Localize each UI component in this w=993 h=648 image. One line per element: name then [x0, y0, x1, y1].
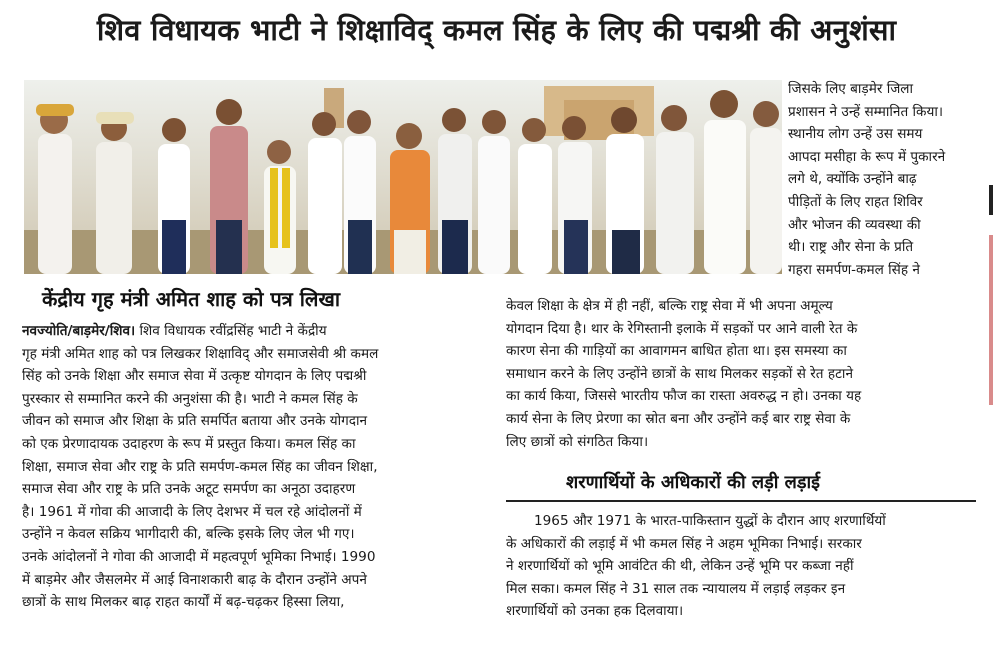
text-line: समाज सेवा और राष्ट्र के प्रति उनके अटूट समर्पण का अनूठा उदाहरण	[22, 481, 356, 498]
text-line: कारण सेना की गाड़ियों का आवागमन बाधित होता था। इस समस्या का	[506, 343, 847, 360]
text-line: समाधान करने के लिए उन्होंने छात्रों के साथ मिलकर सड़कों से रेत हटाने	[506, 365, 853, 382]
text-line: में बाड़मेर और जैसलमेर में आई विनाशकारी बाढ़ के दौरान उन्होंने अपने	[22, 571, 367, 588]
text-line: है। 1961 में गोवा की आजादी के लिए देशभर में चल रहे आंदोलनों में	[22, 503, 362, 520]
text-line: शिक्षा, समाज सेवा और राष्ट्र के प्रति समर्पण-कमल सिंह का जीवन शिक्षा,	[22, 458, 378, 475]
text-line: कार्य सेना के लिए प्रेरणा का स्रोत बना और उन्होंने कई बार राष्ट्र सेवा के	[506, 410, 851, 427]
text-line: लिए छात्रों को संगठित किया।	[506, 433, 649, 450]
text-line: थी। राष्ट्र और सेना के प्रति	[788, 239, 914, 256]
text-line: का कार्य किया, जिससे भारतीय फौज का रास्ता अवरुद्ध न हो। उनका यह	[506, 388, 862, 405]
text-line: स्थानीय लोग उन्हें उस समय	[788, 126, 923, 143]
text-line: पीड़ितों के लिए राहत शिविर	[788, 193, 923, 210]
text-line: पुरस्कार से सम्मानित करने की अनुशंसा की है। भाटी ने कमल सिंह के	[22, 390, 358, 407]
text-line: शरणार्थियों को उनका हक दिलवाया।	[506, 603, 684, 620]
text-line: जीवन को समाज और शिक्षा के प्रति समर्पित बताया और उनके योगदान	[22, 413, 368, 430]
page-edge-mark	[989, 235, 993, 405]
text-line: छात्रों के साथ मिलकर बाढ़ राहत कार्यों में बढ़-चढ़कर हिस्सा लिया,	[22, 594, 345, 611]
text-line: गहरा समर्पण-कमल सिंह ने	[788, 261, 920, 278]
text-line: 1965 और 1971 के भारत-पाकिस्तान युद्धों के दौरान आए शरणार्थियों	[534, 513, 886, 529]
text-line: जिसके लिए बाड़मेर जिला	[788, 81, 914, 97]
right-mid-column	[506, 295, 976, 453]
page-edge-mark	[989, 185, 993, 215]
text-line: उनके आंदोलनों ने गोवा की आजादी में महत्वपूर्ण भूमिका निभाई। 1990	[22, 548, 376, 565]
right-top-column	[788, 78, 978, 281]
text-line: और भोजन की व्यवस्था की	[788, 216, 921, 233]
dateline: नवज्योति/बाड़मेर/शिव।	[22, 323, 136, 339]
text-line: लगे थे, क्योंकि उन्होंने बाढ़	[788, 171, 917, 188]
group-photo	[24, 80, 782, 274]
text-line: प्रशासन ने उन्हें सम्मानित किया।	[788, 103, 944, 120]
text-line: सिंह को उनके शिक्षा और समाज सेवा में उत्कृष्ट योगदान के लिए पद्मश्री	[22, 368, 367, 385]
text-line: मिल सका। कमल सिंह ने 31 साल तक न्यायालय में लड़ाई लड़कर इन	[506, 580, 846, 597]
left-column	[22, 320, 488, 614]
right-bottom-column	[506, 510, 976, 623]
text-line: के अधिकारों की लड़ाई में भी कमल सिंह ने अहम भूमिका निभाई। सरकार	[506, 535, 862, 552]
subheading-refugees: शरणार्थियों के अधिकारों की लड़ी लड़ाई	[566, 472, 821, 493]
text-line: शिव विधायक रवींद्रसिंह भाटी ने केंद्रीय	[139, 323, 327, 339]
group-photo-icon	[24, 80, 782, 274]
headline: शिव विधायक भाटी ने शिक्षाविद् कमल सिंह के लिए की पद्मश्री की अनुशंसा	[96, 13, 897, 47]
text-line: केवल शिक्षा के क्षेत्र में ही नहीं, बल्कि राष्ट्र सेवा में भी अपना अमूल्य	[506, 298, 833, 314]
text-line: योगदान दिया है। थार के रेगिस्तानी इलाके में सड़कों पर आने वाली रेत के	[506, 320, 858, 337]
text-line: गृह मंत्री अमित शाह को पत्र लिखकर शिक्षाविद् और समाजसेवी श्री कमल	[22, 345, 379, 362]
text-line: आपदा मसीहा के रूप में पुकारने	[788, 148, 946, 165]
text-line: उन्होंने न केवल सक्रिय भागीदारी की, बल्कि इसके लिए जेल भी गए।	[22, 526, 355, 543]
subheading: केंद्रीय गृह मंत्री अमित शाह को पत्र लिखा	[42, 287, 340, 311]
text-line: ने शरणार्थियों को भूमि आवंटित की थी, लेकिन उन्हें भूमि पर कब्जा नहीं	[506, 558, 854, 575]
section-divider	[506, 500, 976, 502]
text-line: को एक प्रेरणादायक उदाहरण के रूप में प्रस्तुत किया। कमल सिंह का	[22, 435, 356, 452]
